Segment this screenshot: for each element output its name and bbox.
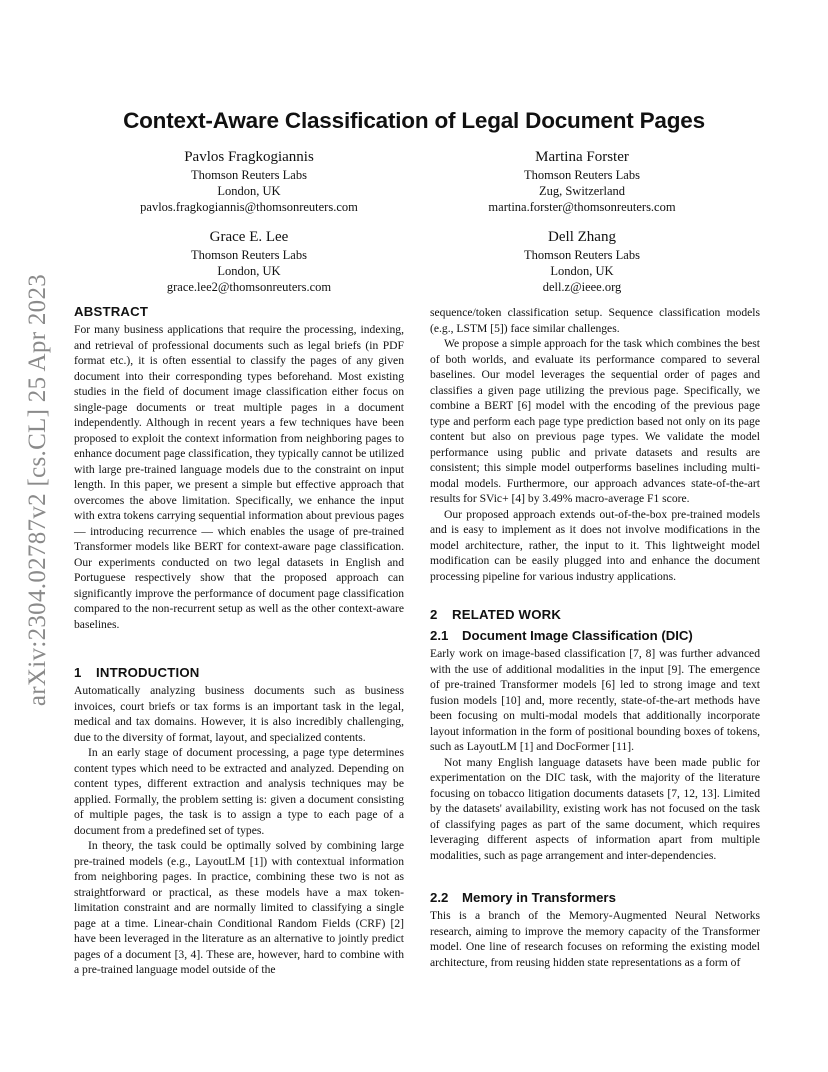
subsection-title: Document Image Classification (DIC) (462, 628, 693, 643)
arxiv-id: arXiv:2304.02787v2 [cs.CL] 25 Apr 2023 (24, 273, 52, 707)
intro-paragraph-1: Automatically analyzing business documents such as business invoices, court briefs or tax forms is an important task in the legal, medical and tax domains. However, it is also incredibly challenging, due to the diversity of format, layout, and specialized contents. (74, 684, 404, 744)
intro-paragraph-3: In theory, the task could be optimally solved by combining large pre-trained models (e.g., LayoutLM [1]) with contextual information from neighboring pages. In practice, combining these two is not as straightforward or practical, as these models have a max token-limitation constraint and are normally limited to classifying a single page at a time. Linear-chain Conditional Random Fields (CRF) [2] have been leveraged in the literature as an alternative to jointly predict pages of a document [3, 4]. These are, however, hard to combine with a pre-trained language model outside of the (74, 839, 404, 976)
abstract-heading: ABSTRACT (74, 304, 149, 319)
author-affiliation: Thomson Reuters Labs (524, 168, 640, 182)
author-email: dell.z@ieee.org (542, 280, 622, 294)
left-column (74, 303, 404, 978)
section-heading-related-work (430, 606, 760, 623)
paper-title: Context-Aware Classification of Legal Document Pages (123, 108, 705, 133)
author-affiliation: Thomson Reuters Labs (191, 168, 307, 182)
right-column (430, 305, 760, 970)
author-block-2 (417, 148, 747, 215)
intro-paragraph-4: sequence/token classification setup. Sequence classification models (e.g., LSTM [5]) face similar challenges. (430, 306, 760, 335)
author-location: London, UK (217, 184, 281, 198)
author-email: martina.forster@thomsonreuters.com (488, 200, 676, 214)
section-title: RELATED WORK (452, 607, 562, 622)
author-location: London, UK (550, 264, 614, 278)
author-email: grace.lee2@thomsonreuters.com (166, 280, 332, 294)
author-name: Pavlos Fragkogiannis (184, 149, 314, 165)
author-name: Martina Forster (535, 149, 629, 165)
author-block-3 (84, 228, 414, 295)
author-affiliation: Thomson Reuters Labs (524, 248, 640, 262)
author-affiliation: Thomson Reuters Labs (191, 248, 307, 262)
author-location: Zug, Switzerland (538, 184, 626, 198)
intro-paragraph-2: In an early stage of document processing, a page type determines content types which need to be extracted and analyzed. Depending on content types, different extraction and analysis techniques may be applied. Formally, the problem setting is: given a document consisting of multiple pages, the task is to assign a type to each page of a document from a predefined set of types. (74, 746, 404, 837)
author-name: Dell Zhang (548, 229, 616, 245)
subsection-number: 2.1 (430, 628, 449, 643)
subsection-heading-memory (430, 889, 760, 906)
subsection-number: 2.2 (430, 890, 449, 905)
section-heading-introduction (74, 664, 404, 681)
subsection-heading-dic (430, 627, 760, 644)
author-email: pavlos.fragkogiannis@thomsonreuters.com (140, 200, 358, 214)
intro-paragraph-6: Our proposed approach extends out-of-the-box pre-trained models and is easy to implement as it does not involve modifications in the model architecture, rather, the input to it. This lightweight model modification can be easily plugged into and enhance the document processing pipeline for various industry applications. (430, 507, 760, 583)
abstract-text: For many business applications that require the processing, indexing, and retrieval of professional documents such as legal briefs (in PDF format etc.), it is often essential to classify the pages of any given document into their corresponding types beforehand. Most existing studies in the field of document image classification either focus on single-page documents or treat multiple pages in a document independently. Although in recent years a few techniques have been proposed to exploit the context information from neighboring pages to enhance document page classification, they typically cannot be utilized with large pre-trained language models due to the constraint on input length. In this paper, we present a simple but effective approach that overcomes the above limitation. Specifically, we enhance the input with extra tokens carrying sequential information about previous pages — introducing recurrence — which enables the usage of pre-trained Transformer models like BERT for context-aware page classification. Our experiments conducted on two legal datasets in English and Portuguese respectively show that the proposed approach can significantly improve the performance of document page classification compared to the non-recurrent setup as well as the other context-aware baselines. (74, 323, 404, 631)
author-block-4 (417, 228, 747, 295)
subsection-title: Memory in Transformers (462, 890, 616, 905)
dic-paragraph-2: Not many English language datasets have been made public for experimentation on the DIC task, with the majority of the literature focusing on tobacco litigation documents datasets [7, 12, 13]. Limited by the datasets' availability, existing work has not focused on the task of classifying pages as part of the same document, which requires leveraging different aspects of information apart from multiple modalities, such as page arrangement and inter-dependencies. (430, 755, 760, 862)
author-name: Grace E. Lee (209, 229, 289, 245)
section-title: INTRODUCTION (96, 665, 200, 680)
arxiv-identifier-stamp (18, 273, 58, 707)
dic-paragraph-1: Early work on image-based classification [7, 8] was further advanced with the use of additional modalities in the input [9]. The emergence of pre-trained Transformer models [6] led to strong image and text fusion models [10] and, more recently, state-of-the-art methods have been focusing on multi-modal models that additionally incorporate layout information in the form of positional bounding boxes of tokens, such as LayoutLM [1] and DocFormer [11]. (430, 647, 760, 753)
memory-paragraph-1: This is a branch of the Memory-Augmented Neural Networks research, aiming to improve the memory capacity of the Transformer model. One line of research focuses on reforming the existing model architecture, from reusing hidden state representations as a form of (430, 909, 760, 969)
author-location: London, UK (217, 264, 281, 278)
section-number: 2 (430, 607, 438, 622)
section-number: 1 (74, 665, 82, 680)
intro-paragraph-5: We propose a simple approach for the task which combines the best of both worlds, and evaluate its performance compared to several baselines. Our model leverages the sequential order of pages and classifies a given page utilizing the previous page. Specifically, we combine a BERT [6] model with the encoding of the previous page type and perform each page type prediction based not only on its page content but also on previous page types. We validate the model performance using public and private datasets and results are consistent; this simple model outperforms baselines including multi-modal models. Furthermore, our approach advances state-of-the-art results for SVic+ [4] by 3.49% macro-average F1 score. (430, 337, 760, 505)
author-block-1 (84, 148, 414, 215)
